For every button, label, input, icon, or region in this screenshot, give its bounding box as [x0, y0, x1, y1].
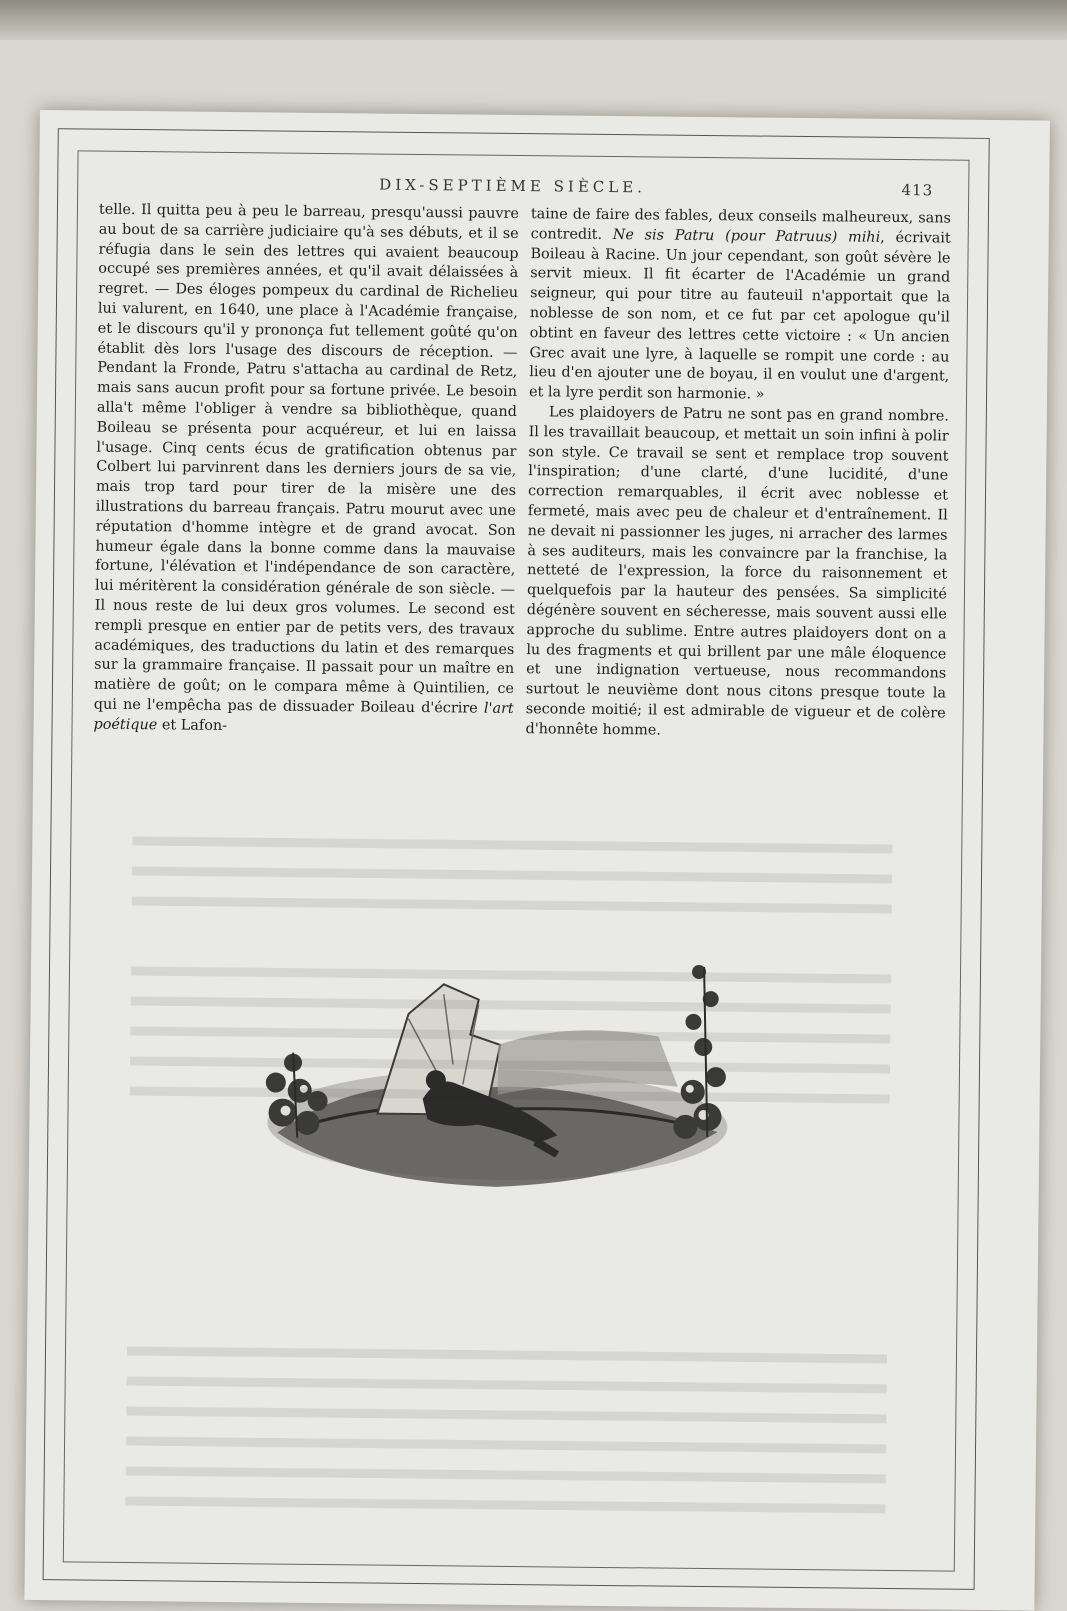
- left-text-italic: l'art poétique: [93, 700, 514, 733]
- left-column: [93, 201, 519, 740]
- left-text-a: telle. Il quitta peu à peu le barreau, presqu'aussi pauvre au bout de sa carrière judiciaire qu'à ses débuts, et il se réfugia dans le sein des lettres qui avaient beaucoup occupé ses premières années, et qu'il avait délaissées à regret. — Des éloges pompeux du cardinal de Richelieu lui valurent, en 1640, une place à l'Académie française, et le discours qu'il y prononça fut tellement goûté qu'on établit dès lors l'usage des discours de réception. — Pendant la Fronde, Patru s'attacha au cardinal de Retz, mais sans aucun profit pour sa fortune privée. Le besoin alla't même l'obliger à vendre sa bibliothèque, quand Boileau se présenta pour acquéreur, et lui en laissa l'usage. Cinq cents écus de gratification obtenus par Colbert lui parvinrent dans les derniers jours de sa vie, mais trop tard pour tirer de la misère une des illustrations du barreau français. Patru mourut avec une réputation d'homme intègre et de grand avocat. Son humeur égale dans la bonne comme dans la mauvaise fortune, l'élévation et l'indépendance de son caractère, lui méritèrent la considération générale de son siècle. — Il nous reste de lui deux gros volumes. Le second est rempli presque en entier par de petits vers, des travaux académiques, des traductions du latin et des remarques sur la grammaire française. Il passait pour un maître en matière de goût; on le compara même à Quintilien, ce qui ne l'empêcha pas de dissuader Boileau d'écrire: [93, 201, 520, 717]
- right-paragraph-1: [529, 205, 951, 407]
- bleed-through-lines: [105, 831, 912, 1539]
- right-paragraph-2: Les plaidoyers de Patru ne sont pas en grand nombre. Il les travaillait beaucoup, et mettait un soin infini à polir son style. Ce travail se sent et remplace trop souvent l'inspiration; d'une clarté, d'une lucidité, d'une correction remarquables, il écrit avec noblesse et fermeté, mais avec peu de chaleur et d'entraînement. Il ne devait ni passionner les juges, ni arracher des larmes à ses auditeurs, mais les convaincre par la franchise, la netteté de l'expression, la force du raisonnement et quelquefois par la hauteur des pensées. Sa simplicité dégénère souvent en sécheresse, mais souvent aussi elle approche du sublime. Entre autres plaidoyers dont on a lu des fragments et qui brillent par une mâle éloquence et une indignation vertueuse, nous recommandons surtout le neuvième dont nous citons presque toute la seconde moitié; il est admirable de vigueur et de colère d'honnête homme.: [525, 404, 949, 739]
- right-column: [525, 205, 951, 744]
- right-p1-text-b: , écrivait Boileau à Racine. Un jour cependant, son goût sévère le servit mieux. Il fit écarter de l'Académie un grand seigneur, qui pour titre au fauteuil n'apportait que la noblesse de son nom, et ce fut par cet apologue qu'il obtint en faveur des lettres cette victoire : « Un ancien Grec avait une lyre, à laquelle se rompit une corde : au lieu d'en ajouter une de boyau, il en voulut une d'argent, et la lyre perdit son harmonie. »: [528, 229, 951, 403]
- background-strip: [0, 0, 1067, 40]
- right-p1-text-a: taine de faire des fables, deux conseils malheureux, sans contredit.: [530, 206, 951, 243]
- page-number: 413: [901, 181, 934, 200]
- bleed-through-texture: [105, 831, 912, 1546]
- running-title: DIX-SEPTIÈME SIÈCLE.: [379, 175, 647, 197]
- right-p1-italic: Ne sis Patru (pour Patruus) mihi: [612, 226, 881, 246]
- left-column-paragraph: [93, 201, 519, 740]
- left-text-b: et Lafon-: [157, 716, 228, 734]
- book-page: [24, 110, 1050, 1610]
